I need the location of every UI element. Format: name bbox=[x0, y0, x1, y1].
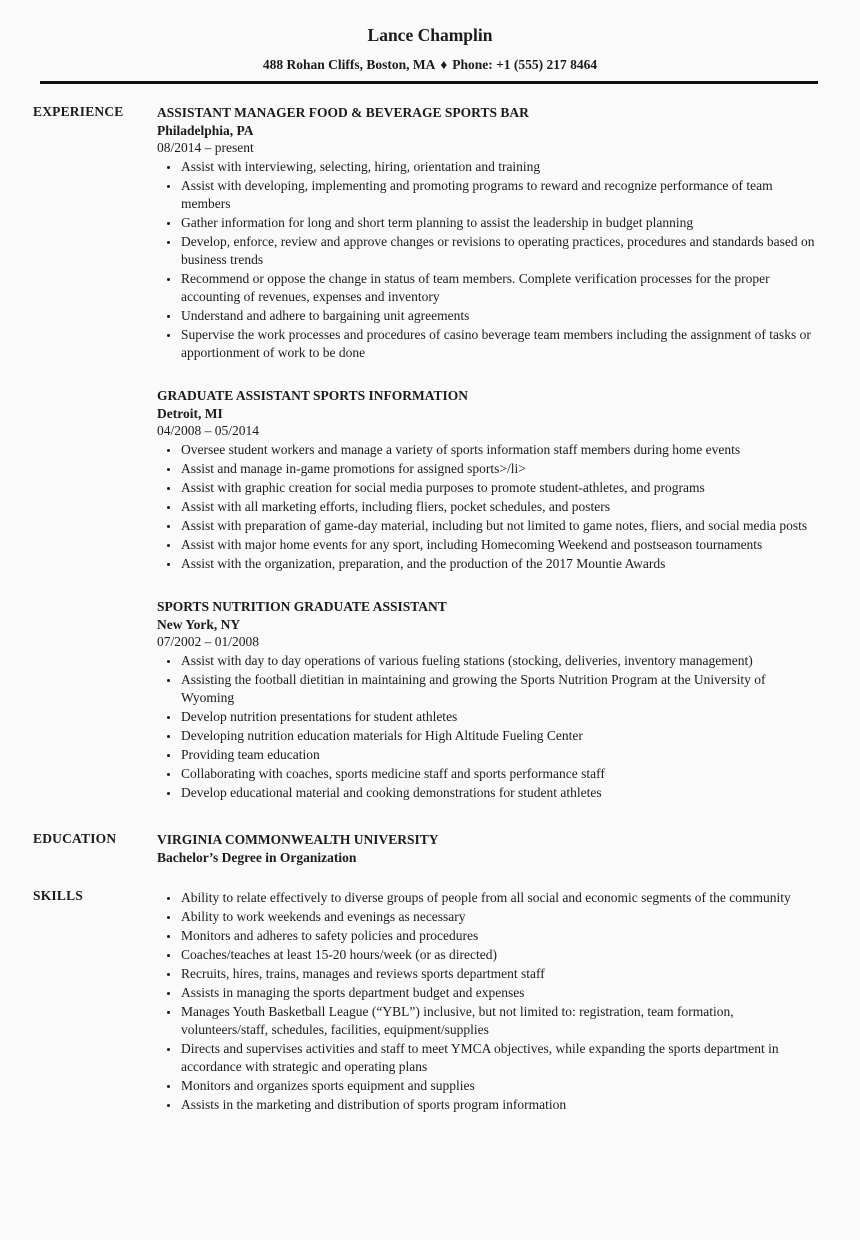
job-location: Detroit, MI bbox=[157, 406, 223, 421]
bullet-item: • Directs and supervises activities and staff to meet YMCA objectives, while expanding the sports department in accordance with strategic and operating plans bbox=[180, 1040, 820, 1076]
bullet-item: • Monitors and organizes sports equipment and supplies bbox=[180, 1077, 820, 1095]
bullet-item: • Assists in the marketing and distribution of sports program information bbox=[180, 1096, 820, 1114]
bullet-item: • Coaches/teaches at least 15-20 hours/week (or as directed) bbox=[180, 946, 820, 964]
bullet-item: • Assist with graphic creation for social media purposes to promote student-athletes, and programs bbox=[180, 479, 820, 497]
degree-name: Bachelor’s Degree in Organization bbox=[157, 850, 357, 865]
job-bullets bbox=[157, 652, 820, 802]
bullet-item: • Oversee student workers and manage a variety of sports information staff members during home events bbox=[180, 441, 820, 459]
bullet-item: • Develop nutrition presentations for student athletes bbox=[180, 708, 820, 726]
skills-label: SKILLS bbox=[33, 888, 83, 903]
bullet-item: • Assist with preparation of game-day material, including but not limited to game notes, fliers, and social media posts bbox=[180, 517, 820, 535]
bullet-item: • Providing team education bbox=[180, 746, 820, 764]
diamond-separator-icon: ♦ bbox=[440, 57, 448, 72]
bullet-item: • Develop, enforce, review and approve changes or revisions to operating practices, procedures and standards based on business trends bbox=[180, 233, 820, 269]
job-dates: 08/2014 – present bbox=[157, 140, 254, 155]
bullet-item: • Ability to relate effectively to diverse groups of people from all social and economic segments of the community bbox=[180, 889, 820, 907]
contact-phone: Phone: +1 (555) 217 8464 bbox=[452, 57, 598, 72]
bullet-item: • Assist with interviewing, selecting, hiring, orientation and training bbox=[180, 158, 820, 176]
bullet-item: • Assist with the organization, preparation, and the production of the 2017 Mountie Awards bbox=[180, 555, 820, 573]
contact-address: 488 Rohan Cliffs, Boston, MA bbox=[262, 57, 436, 72]
bullet-item: • Assisting the football dietitian in maintaining and growing the Sports Nutrition Program at the University of Wyoming bbox=[180, 671, 820, 707]
job-title: ASSISTANT MANAGER FOOD & BEVERAGE SPORTS BAR bbox=[157, 105, 529, 120]
job-dates: 04/2008 – 05/2014 bbox=[157, 423, 260, 438]
job-entry bbox=[157, 597, 820, 802]
job-location: Philadelphia, PA bbox=[157, 123, 254, 138]
bullet-item: • Monitors and adheres to safety policies and procedures bbox=[180, 927, 820, 945]
bullet-item: • Collaborating with coaches, sports medicine staff and sports performance staff bbox=[180, 765, 820, 783]
bullet-item: • Assist with developing, implementing and promoting programs to reward and recognize performance of team members bbox=[180, 177, 820, 213]
job-bullets bbox=[157, 158, 820, 362]
job-location: New York, NY bbox=[157, 617, 241, 632]
bullet-item: • Manages Youth Basketball League (“YBL”) inclusive, but not limited to: registration, team formation, volunteers/staff, schedules, facilities, equipment/supplies bbox=[180, 1003, 820, 1039]
bullet-item: • Supervise the work processes and procedures of casino beverage team members including the assignment of tasks or apportionment of work to be done bbox=[180, 326, 820, 362]
job-title: SPORTS NUTRITION GRADUATE ASSISTANT bbox=[157, 599, 447, 614]
bullet-item: • Assist and manage in-game promotions for assigned sports>/li> bbox=[180, 460, 820, 478]
job-entry bbox=[157, 103, 820, 362]
candidate-name: Lance Champlin bbox=[367, 25, 493, 45]
bullet-item: • Assists in managing the sports department budget and expenses bbox=[180, 984, 820, 1002]
skills-section bbox=[0, 887, 860, 1114]
experience-section bbox=[0, 103, 860, 802]
bullet-item: • Assist with all marketing efforts, including fliers, pocket schedules, and posters bbox=[180, 498, 820, 516]
resume-header bbox=[0, 0, 860, 84]
skills-content bbox=[157, 887, 820, 1114]
contact-line bbox=[0, 57, 860, 73]
school-name: VIRGINIA COMMONWEALTH UNIVERSITY bbox=[157, 832, 439, 847]
bullet-item: • Ability to work weekends and evenings as necessary bbox=[180, 908, 820, 926]
bullet-item: • Develop educational material and cooking demonstrations for student athletes bbox=[180, 784, 820, 802]
bullet-item: • Assist with major home events for any sport, including Homecoming Weekend and postseason tournaments bbox=[180, 536, 820, 554]
bullet-item: • Recruits, hires, trains, manages and reviews sports department staff bbox=[180, 965, 820, 983]
job-title: GRADUATE ASSISTANT SPORTS INFORMATION bbox=[157, 388, 468, 403]
experience-jobs bbox=[157, 103, 820, 802]
bullet-item: • Assist with day to day operations of various fueling stations (stocking, deliveries, inventory management) bbox=[180, 652, 820, 670]
bullet-item: • Developing nutrition education materials for High Altitude Fueling Center bbox=[180, 727, 820, 745]
bullet-item: • Recommend or oppose the change in status of team members. Complete verification processes for the proper accounting of revenues, expenses and inventory bbox=[180, 270, 820, 306]
education-label: EDUCATION bbox=[33, 831, 117, 846]
job-bullets bbox=[157, 441, 820, 573]
job-dates: 07/2002 – 01/2008 bbox=[157, 634, 260, 649]
header-divider bbox=[40, 81, 818, 84]
skills-list bbox=[157, 889, 820, 1114]
job-entry bbox=[157, 386, 820, 573]
education-section bbox=[0, 830, 860, 867]
bullet-item: • Gather information for long and short term planning to assist the leadership in budget planning bbox=[180, 214, 820, 232]
experience-label: EXPERIENCE bbox=[33, 104, 124, 119]
education-content bbox=[157, 830, 820, 867]
bullet-item: • Understand and adhere to bargaining unit agreements bbox=[180, 307, 820, 325]
